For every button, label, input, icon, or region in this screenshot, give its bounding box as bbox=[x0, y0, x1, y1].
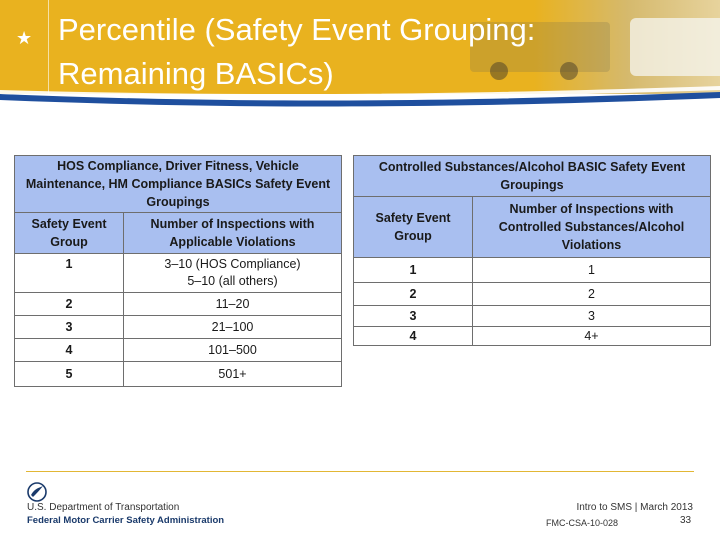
value-cell: 2 bbox=[473, 283, 711, 306]
title-line-1: Percentile (Safety Event Grouping: bbox=[58, 12, 536, 47]
table-b-caption: Controlled Substances/Alcohol BASIC Safety Event Groupings bbox=[354, 156, 711, 197]
group-cell: 2 bbox=[354, 283, 473, 306]
table-b-col-group: Safety Event Group bbox=[354, 197, 473, 258]
table-a-caption: HOS Compliance, Driver Fitness, Vehicle Maintenance, HM Compliance BASICs Safety Event Groupings bbox=[15, 156, 342, 213]
group-cell: 5 bbox=[15, 362, 124, 387]
group-cell: 3 bbox=[15, 316, 124, 339]
group-cell: 1 bbox=[354, 258, 473, 283]
table-b-col-inspections: Number of Inspections with Controlled Substances/Alcohol Violations bbox=[473, 197, 711, 258]
group-cell: 4 bbox=[15, 339, 124, 362]
value-cell bbox=[124, 254, 342, 293]
star-column bbox=[0, 0, 49, 94]
value-cell: 11–20 bbox=[124, 293, 342, 316]
footer-intro: Intro to SMS | March 2013 bbox=[576, 502, 693, 513]
group-cell: 3 bbox=[354, 306, 473, 327]
department-name: U.S. Department of Transportation bbox=[27, 502, 180, 513]
page-number: 33 bbox=[680, 515, 692, 526]
footer-divider bbox=[26, 471, 694, 472]
table-remaining-basics bbox=[14, 155, 342, 387]
footer-code: FMC-CSA-10-028 bbox=[546, 518, 619, 528]
value-line: 5–10 (all others) bbox=[187, 274, 278, 288]
table-a-col-inspections: Number of Inspections with Applicable Violations bbox=[124, 213, 342, 254]
group-cell: 2 bbox=[15, 293, 124, 316]
header-banner bbox=[0, 0, 720, 94]
group-cell: 4 bbox=[354, 327, 473, 346]
value-cell: 501+ bbox=[124, 362, 342, 387]
table-row bbox=[15, 293, 342, 316]
table-row bbox=[354, 306, 711, 327]
table-controlled-substances bbox=[353, 155, 711, 346]
value-cell: 3 bbox=[473, 306, 711, 327]
table-row bbox=[354, 327, 711, 346]
table-row bbox=[354, 283, 711, 306]
title-line-2: Remaining BASICs) bbox=[58, 56, 334, 91]
value-cell: 21–100 bbox=[124, 316, 342, 339]
table-a-col-group: Safety Event Group bbox=[15, 213, 124, 254]
value-cell: 4+ bbox=[473, 327, 711, 346]
table-row bbox=[354, 258, 711, 283]
agency-name: Federal Motor Carrier Safety Administration bbox=[27, 515, 225, 526]
slide-title bbox=[58, 8, 618, 94]
table-row bbox=[15, 362, 342, 387]
table-row bbox=[15, 254, 342, 293]
value-cell: 1 bbox=[473, 258, 711, 283]
star-icon: ★ bbox=[16, 28, 33, 49]
group-cell: 1 bbox=[15, 254, 124, 293]
value-cell: 101–500 bbox=[124, 339, 342, 362]
header-swoosh bbox=[0, 84, 720, 108]
table-row bbox=[15, 316, 342, 339]
dot-logo-icon bbox=[27, 482, 47, 502]
value-line: 3–10 (HOS Compliance) bbox=[164, 257, 301, 271]
table-row bbox=[15, 339, 342, 362]
bus-image bbox=[630, 18, 720, 76]
